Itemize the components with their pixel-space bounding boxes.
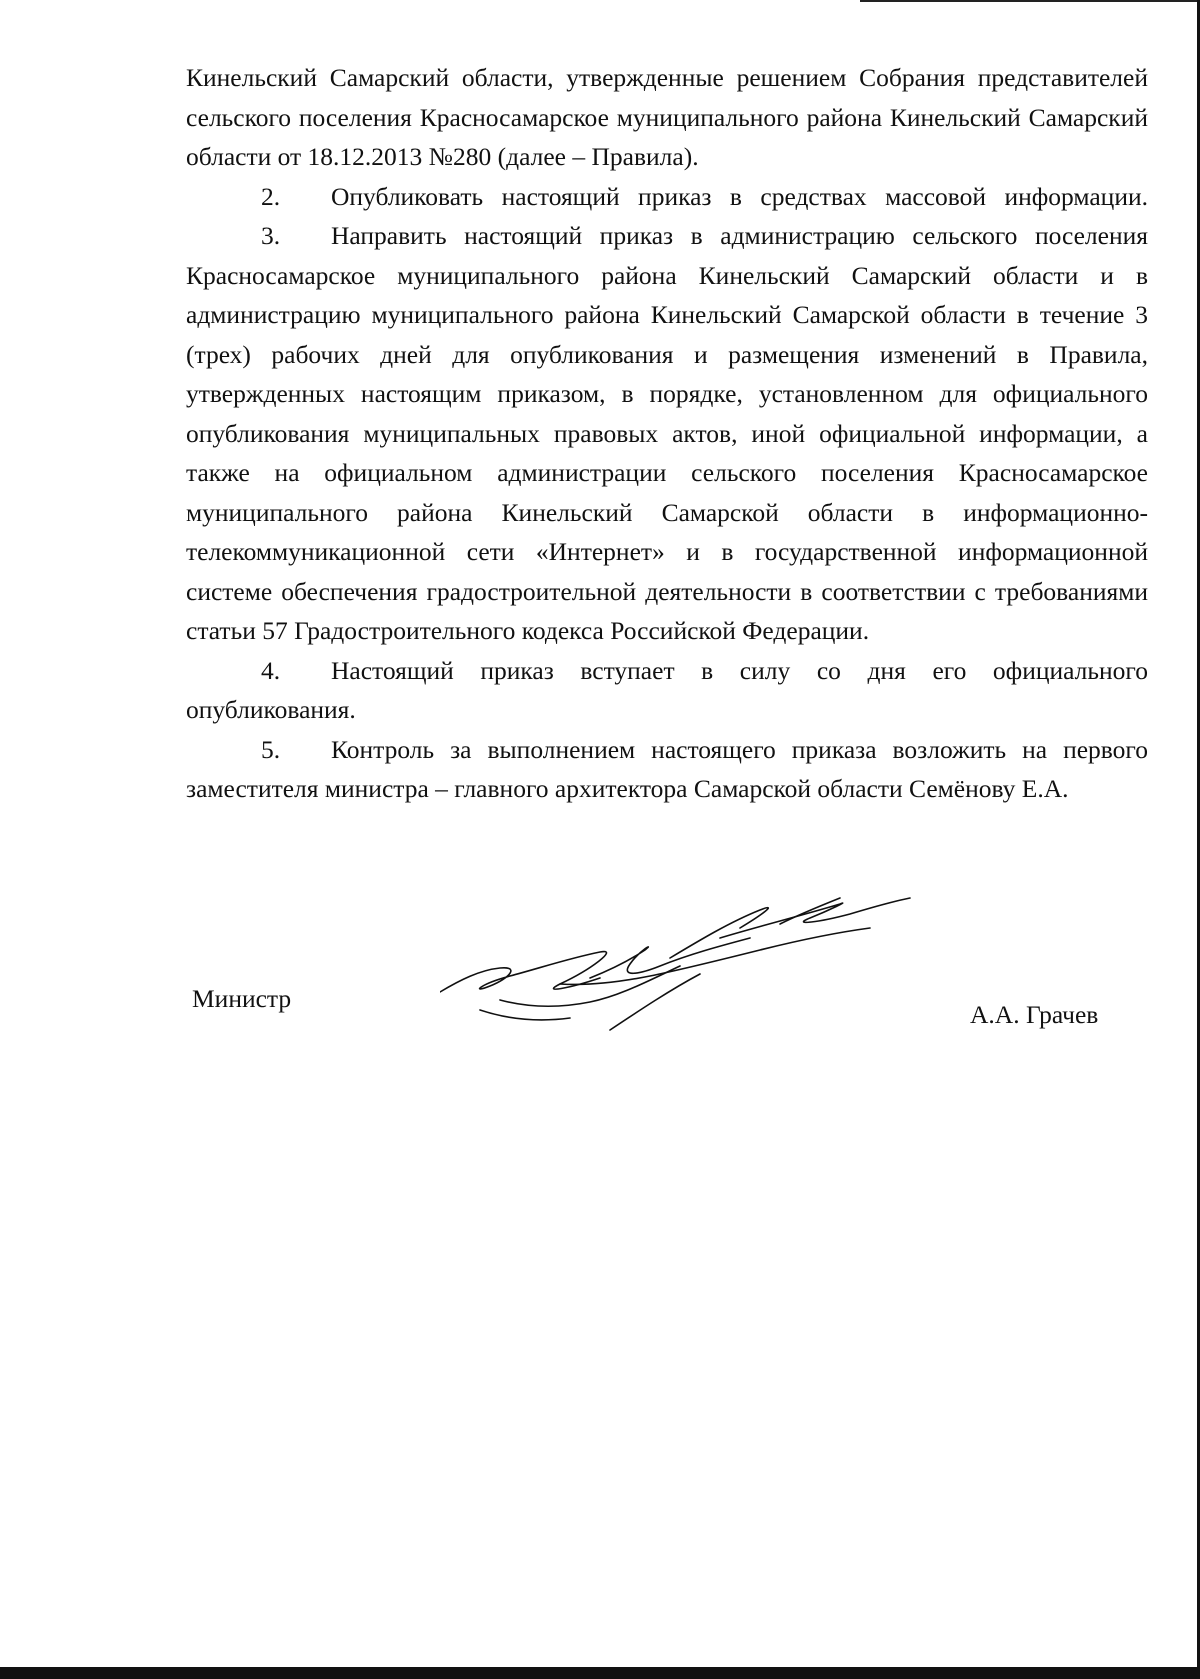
- item-3: [186, 216, 1148, 651]
- item-number: 5.: [261, 734, 281, 764]
- item-5: [186, 730, 1148, 809]
- scan-edge-bottom: [0, 1667, 1200, 1679]
- item-4: [186, 651, 1148, 730]
- lead-paragraph: Кинельский Самарский области, утвержденные решением Собрания представителей сельского поселения Красносамарское муниципального района Кинельский Самарский области от 18.12.2013 №280 (далее – Правила).: [186, 63, 1148, 171]
- item-2: [186, 177, 1148, 217]
- item-text: Контроль за выполнением настоящего приказа возложить на первого заместителя министра – главного архитектора Самарской области Семёнову Е.А.: [186, 734, 1148, 803]
- document-body: [186, 58, 1148, 809]
- scan-edge-top: [860, 0, 1200, 2]
- item-number: 3.: [261, 221, 281, 250]
- signatory-name: А.А. Грачев: [970, 1000, 1099, 1029]
- handwritten-signature-icon: [440, 880, 940, 1040]
- item-text: Направить настоящий приказ в администрацию сельского поселения Красносамарское муниципального района Кинельский Самарский области и в администрацию муниципального района Кинельский Самарской области в течение 3 (трех) рабочих дней для опубликования и размещения изменений в Правила, утвержденных настоящим приказом, в порядке, установленном для официального опубликования муниципальных правовых актов, иной официальной информации, а также на официальном администрации сельского поселения Красносамарское муниципального района Кинельский Самарской области в информационно-телекоммуникационной сети «Интернет» и в государственной информационной системе обеспечения градостроительной деятельности в соответствии с требованиями статьи 57 Градостроительного кодекса Российской Федерации.: [186, 221, 1148, 645]
- item-text: Настоящий приказ вступает в силу со дня его официального опубликования.: [186, 655, 1148, 724]
- signature-block: [0, 880, 1200, 1040]
- item-number: 4.: [261, 655, 281, 685]
- item-text: Опубликовать настоящий приказ в средствах массовой информации.: [331, 181, 1148, 211]
- signatory-title: Министр: [192, 984, 292, 1013]
- item-number: 2.: [261, 181, 281, 211]
